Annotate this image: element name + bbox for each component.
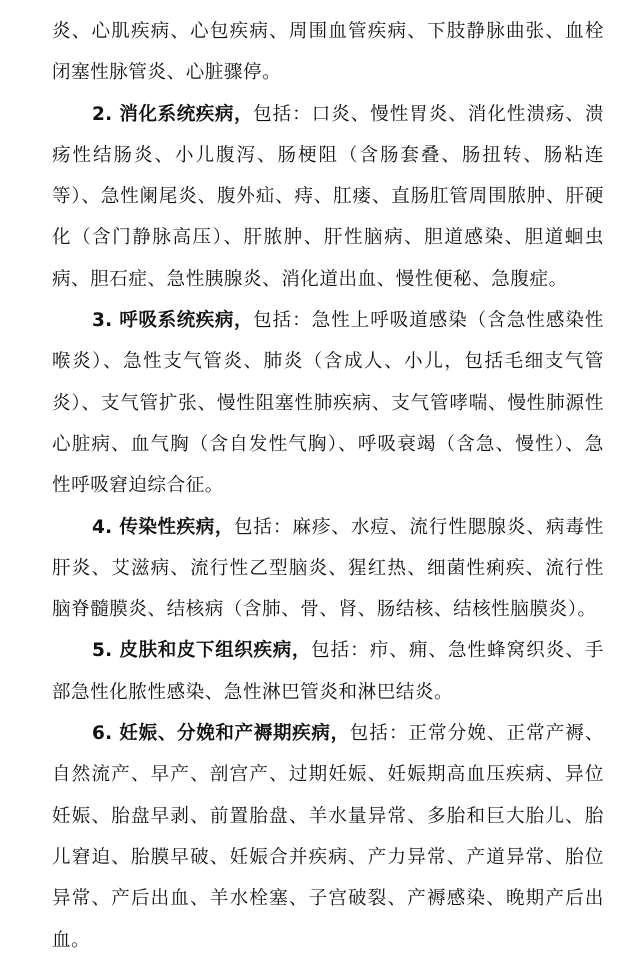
continuation-paragraph [52,11,604,94]
document-page [52,0,604,951]
section-respiratory [52,300,604,506]
section-body: 包括：疖、痈、急性蜂窝织炎、手部急性化脓性感染、急性淋巴管炎和淋巴结炎。 [52,640,604,703]
section-body: 包括：麻疹、水痘、流行性腮腺炎、病毒性肝炎、艾滋病、流行性乙型脑炎、猩红热、细菌性痢疾、流行性脑脊髓膜炎、结核病（含肺、骨、肾、肠结核、结核性脑膜炎）。 [52,516,604,621]
section-body: 包括：口炎、慢性胃炎、消化性溃疡、溃疡性结肠炎、小儿腹泻、肠梗阻（含肠套叠、肠扭转、肠粘连等）、急性阑尾炎、腹外疝、痔、肛瘘、直肠肛管周围脓肿、肝硬化（含门静脉高压）、肝脓肿、肝性脑病、胆道感染、胆道蛔虫病、胆石症、急性胰腺炎、消化道出血、慢性便秘、急腹症。 [52,103,604,290]
section-skin [52,630,604,713]
section-body: 包括：正常分娩、正常产褥、自然流产、早产、剖宫产、过期妊娠、妊娠期高血压疾病、异位妊娠、胎盘早剥、前置胎盘、羊水量异常、多胎和巨大胎儿、胎儿窘迫、胎膜早破、妊娠合并疾病、产力异常、产道异常、胎位异常、产后出血、羊水栓塞、子宫破裂、产褥感染、晚期产后出血。 [52,723,604,951]
section-pregnancy [52,713,604,961]
section-heading: 5. 皮肤和皮下组织疾病， [92,640,312,662]
section-heading: 2. 消化系统疾病， [92,103,254,125]
section-heading: 6. 妊娠、分娩和产褥期疾病， [92,723,350,745]
section-infectious [52,507,604,631]
section-heading: 3. 呼吸系统疾病， [92,310,254,332]
section-body: 包括：急性上呼吸道感染（含急性感染性喉炎）、急性支气管炎、肺炎（含成人、小儿，包括毛细支气管炎）、支气管扩张、慢性阻塞性肺疾病、支气管哮喘、慢性肺源性心脏病、血气胸（含自发性气胸）、呼吸衰竭（含急、慢性）、急性呼吸窘迫综合征。 [52,310,604,497]
section-digestive [52,94,604,300]
paragraph-text: 炎、心肌疾病、心包疾病、周围血管疾病、下肢静脉曲张、血栓闭塞性脉管炎、心脏骤停。 [52,21,604,84]
section-heading: 4. 传染性疾病， [92,516,234,538]
